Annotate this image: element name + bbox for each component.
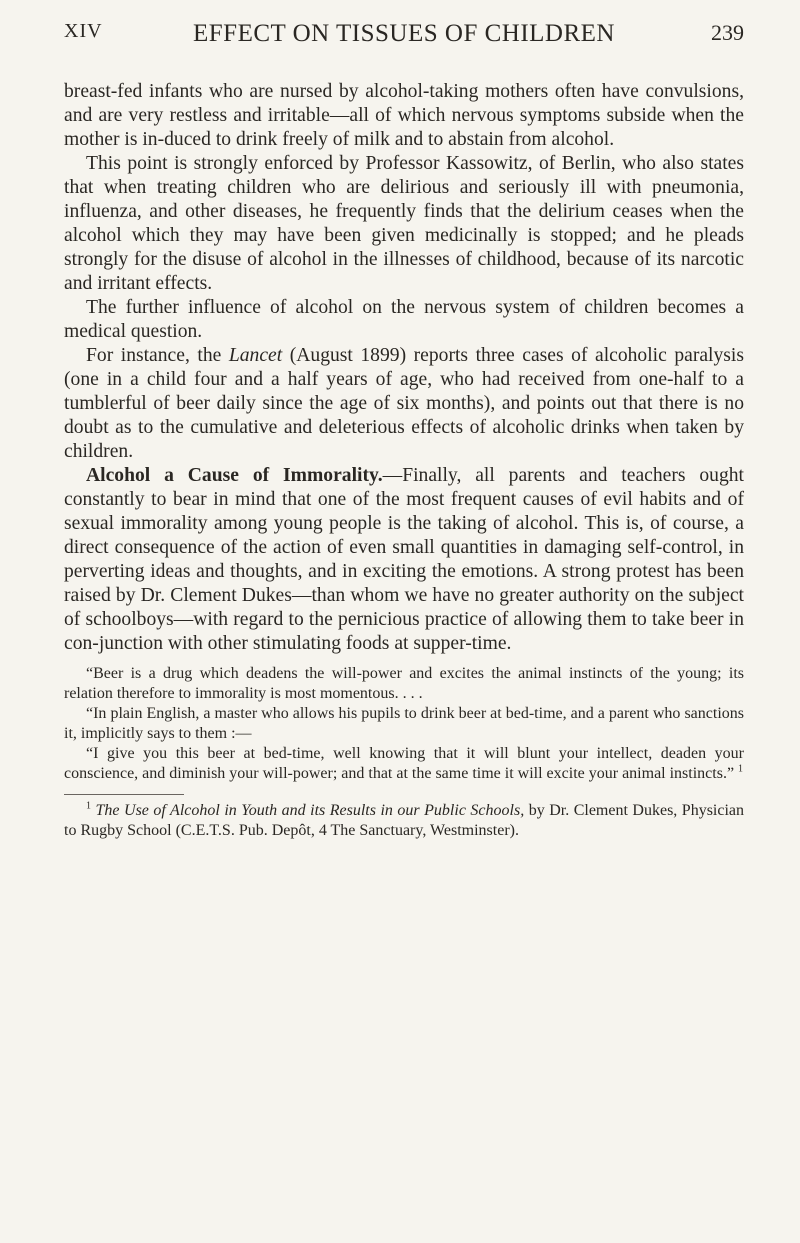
paragraph-5-text: —Finally, all parents and teachers ought constantly to bear in mind that one of the most frequent causes of evil habits and of sexual immorality among young people is the taking of alcohol. This is, of course, a direct consequence of the action of even small quantities in damaging self-control, in perverting ideas and thoughts, and in exciting the emotions. A strong protest has been raised by Dr. Clement Dukes—than whom we have no greater authority on the subject of schoolboys—with regard to the pernicious practice of allowing them to take beer in con-junction with other stimulating foods at supper-time. xyxy=(64,465,744,654)
paragraph-4 xyxy=(64,344,744,464)
paragraph-4-lead: For instance, the xyxy=(86,345,229,366)
running-title: EFFECT ON TISSUES OF CHILDREN xyxy=(193,20,615,47)
quote-3 xyxy=(64,744,744,784)
footnote-marker: 1 xyxy=(86,800,91,812)
quote-3-text: “I give you this beer at bed-time, well knowing that it will blunt your intellect, deaden your conscience, and diminish your will-power; and that at the same time it will excite your animal instincts.” xyxy=(64,745,744,782)
paragraph-4-text: (August 1899) reports three cases of alcoholic paralysis (one in a child four and a half years of age, who had received from one-half to a tumblerful of beer daily since the age of six months), and points out that there is no doubt as to the cumulative and deleterious effects of alcoholic drinks when taken by children. xyxy=(64,345,744,462)
paragraph-2: This point is strongly enforced by Professor Kassowitz, of Berlin, who also states that when treating children who are delirious and seriously ill with pneumonia, influenza, and other diseases, he frequently finds that the delirium ceases when the alcohol which they may have been given medicinally is stopped; and he pleads strongly for the disuse of alcohol in the illnesses of childhood, because of its narcotic and irritant effects. xyxy=(64,153,744,294)
paragraph-3: The further influence of alcohol on the nervous system of children becomes a medical question. xyxy=(64,297,744,342)
body-text xyxy=(64,80,744,841)
footnote-work-title: The Use of Alcohol in Youth and its Results in our Public Schools, xyxy=(95,802,525,819)
running-header xyxy=(64,20,744,54)
page-number: 239 xyxy=(711,20,744,45)
journal-title: Lancet xyxy=(228,345,283,366)
chapter-number: XIV xyxy=(64,20,103,42)
section-heading: Alcohol a Cause of Immorality. xyxy=(86,465,383,486)
footnote-reference: 1 xyxy=(738,763,744,775)
block-quote xyxy=(64,664,744,784)
paragraph-1: breast-fed infants who are nursed by alcohol-taking mothers often have convulsions, and are very restless and irritable—all of which nervous symptoms subside when the mother is in-duced to drink freely of milk and to abstain from alcohol. xyxy=(64,81,744,150)
footnote xyxy=(64,801,744,841)
footnote-divider xyxy=(64,794,184,795)
quote-1: “Beer is a drug which deadens the will-power and excites the animal instincts of the young; its relation therefore to immorality is most momentous. . . . xyxy=(64,665,744,702)
footnote-text: by Dr. Clement Dukes, Physician to Rugby School (C.E.T.S. Pub. Depôt, 4 The Sanctuary, Westminster). xyxy=(64,802,745,839)
quote-2: “In plain English, a master who allows his pupils to drink beer at bed-time, and a parent who sanctions it, implicitly says to them :— xyxy=(64,705,744,742)
paragraph-5 xyxy=(64,464,744,656)
